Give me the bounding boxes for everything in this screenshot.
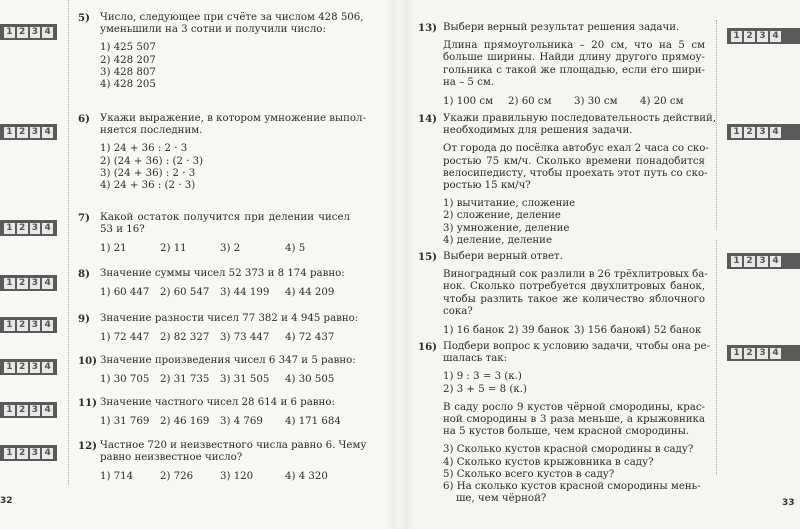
text-line: Значение разности чисел 77 382 и 4 945 равно: xyxy=(100,313,359,324)
answer-box xyxy=(727,124,800,140)
answer-box xyxy=(0,220,57,236)
question-body xyxy=(100,355,356,387)
answer-choice-4[interactable]: 4 xyxy=(42,405,53,416)
answer-choice-4[interactable]: 4 xyxy=(42,127,53,138)
answer-option[interactable]: ше, чем чёрной? xyxy=(443,493,547,505)
question-body xyxy=(100,212,350,256)
answer-choice-1[interactable]: 1 xyxy=(4,127,15,138)
question-number: 13) xyxy=(418,22,437,34)
answer-options xyxy=(100,416,350,429)
question-body xyxy=(443,22,705,109)
question-number: 8) xyxy=(78,268,90,280)
answer-box xyxy=(0,445,57,461)
question-body xyxy=(443,341,710,505)
answer-option[interactable]: 1) 60 447 xyxy=(100,287,150,299)
answer-option[interactable]: 1) вычитание, сложение xyxy=(443,198,576,210)
answer-choice-3[interactable]: 3 xyxy=(30,320,41,331)
answer-choice-3[interactable]: 3 xyxy=(30,362,41,373)
answer-options xyxy=(100,471,350,484)
answer-options xyxy=(443,96,705,109)
answer-option[interactable]: 4) 20 см xyxy=(640,96,684,108)
answer-choice-2[interactable]: 2 xyxy=(17,278,28,289)
answer-choice-4[interactable]: 4 xyxy=(770,127,781,138)
answer-choice-1[interactable]: 1 xyxy=(731,256,742,267)
answer-choice-2[interactable]: 2 xyxy=(17,405,28,416)
question-number: 5) xyxy=(78,12,90,24)
answer-choice-4[interactable]: 4 xyxy=(770,348,781,359)
text-line: велосипедисту, чтобы проехать этот путь со ско- xyxy=(443,167,708,179)
text-line: Значение суммы чисел 52 373 и 8 174 равно: xyxy=(100,268,345,279)
text-line: Виноградный сок разлили в 26 трёхлитровых ба- xyxy=(443,269,708,281)
answer-box xyxy=(727,253,800,269)
answer-option[interactable]: 2) 726 xyxy=(160,471,194,483)
question-text xyxy=(100,12,364,36)
answer-option[interactable]: 4) 30 505 xyxy=(285,374,335,386)
question-text xyxy=(443,40,705,89)
text-line: 53 и 16? xyxy=(100,224,145,236)
answer-choice-3[interactable]: 3 xyxy=(30,448,41,459)
answer-option[interactable]: 4) 428 205 xyxy=(100,79,156,91)
question-number: 6) xyxy=(78,113,90,125)
text-line: равно неизвестное число? xyxy=(100,452,243,464)
text-line: Число, следующее при счёте за числом 428 506, xyxy=(100,12,364,23)
question-text xyxy=(100,355,356,367)
answer-choice-3[interactable]: 3 xyxy=(757,348,768,359)
answer-option[interactable]: 2) (24 + 36) : (2 · 3) xyxy=(100,155,204,167)
answer-choice-2[interactable]: 2 xyxy=(744,348,755,359)
text-line: уменьшили на 3 сотни и получили число: xyxy=(100,24,326,36)
text-line: Выбери верный ответ. xyxy=(443,251,563,262)
answer-choice-2[interactable]: 2 xyxy=(17,27,28,38)
text-line: Укажи правильную последовательность действий, xyxy=(443,113,717,124)
margin-divider xyxy=(68,0,69,485)
question-body xyxy=(443,251,708,338)
text-line: Укажи выражение, в котором умножение выпол- xyxy=(100,113,366,124)
answer-option[interactable]: 4) 52 банок xyxy=(640,325,702,337)
question-body xyxy=(100,268,350,300)
text-line: Какой остаток получится при делении чисел xyxy=(100,212,350,223)
answer-option[interactable]: 1) 24 + 36 : 2 · 3 xyxy=(100,143,188,155)
text-line: на 5 кустов больше, чем красной смородины. xyxy=(443,426,690,438)
answer-box xyxy=(0,317,57,333)
answer-option[interactable]: 1) 21 xyxy=(100,243,127,255)
answer-choice-1[interactable]: 1 xyxy=(731,31,742,42)
question-text xyxy=(100,212,350,236)
answer-choice-2[interactable]: 2 xyxy=(17,448,28,459)
answer-options xyxy=(443,325,705,338)
answer-choice-1[interactable]: 1 xyxy=(4,320,15,331)
question-text xyxy=(100,397,350,409)
answer-choice-1[interactable]: 1 xyxy=(4,278,15,289)
answer-option[interactable]: 1) 30 705 xyxy=(100,374,150,386)
question-body xyxy=(100,12,364,91)
answer-option[interactable]: 4) 72 437 xyxy=(285,332,335,344)
text-line: От города до посёлка автобус ехал 2 часа со ско- xyxy=(443,143,709,155)
text-line: Частное 720 и неизвестного числа равно 6. Чему xyxy=(100,440,367,451)
question-number: 7) xyxy=(78,212,90,224)
answer-option[interactable]: 1) 72 447 xyxy=(100,332,150,344)
question-text xyxy=(100,268,350,280)
answer-choice-4[interactable]: 4 xyxy=(770,31,781,42)
answer-option[interactable]: 3) Сколько кустов красной смородины в саду? xyxy=(443,444,694,456)
answer-option[interactable]: 3) 30 см xyxy=(574,96,618,108)
answer-choice-4[interactable]: 4 xyxy=(42,320,53,331)
answer-choice-3[interactable]: 3 xyxy=(757,31,768,42)
question-number: 16) xyxy=(418,341,437,353)
text-line: В саду росло 9 кустов чёрной смородины, крас- xyxy=(443,401,705,413)
answer-option[interactable]: 4) 4 320 xyxy=(285,471,328,483)
question-text xyxy=(443,113,717,137)
answer-choice-1[interactable]: 1 xyxy=(731,127,742,138)
answer-choice-4[interactable]: 4 xyxy=(42,278,53,289)
answer-choice-4[interactable]: 4 xyxy=(42,27,53,38)
answer-box xyxy=(0,402,57,418)
answer-options xyxy=(100,143,350,192)
answer-option[interactable]: 6) На сколько кустов красной смородины мень- xyxy=(443,481,701,493)
text-line: больше ширины. Найди длину другого прямоу- xyxy=(443,52,705,64)
answer-option[interactable]: 3) умножение, деление xyxy=(443,222,570,234)
answer-option[interactable]: 5) Сколько всего кустов в саду? xyxy=(443,468,615,480)
question-number: 15) xyxy=(418,251,437,263)
question-text xyxy=(443,22,705,34)
text-line: ростью 15 км/ч? xyxy=(443,180,531,192)
answer-option[interactable]: 1) 714 xyxy=(100,471,134,483)
question-number: 9) xyxy=(78,313,90,325)
answer-choice-1[interactable]: 1 xyxy=(4,405,15,416)
text-line: необходимых для решения задачи. xyxy=(443,125,633,137)
answer-choice-3[interactable]: 3 xyxy=(30,27,41,38)
answer-option[interactable]: 3) 2 xyxy=(220,243,241,255)
answer-option[interactable]: 3) 73 447 xyxy=(220,332,270,344)
text-line: Выбери верный результат решения задачи. xyxy=(443,22,680,33)
question-body xyxy=(100,313,359,345)
answer-option[interactable]: 4) 5 xyxy=(285,243,306,255)
answer-choice-2[interactable]: 2 xyxy=(744,31,755,42)
question-text xyxy=(443,341,710,365)
answer-option[interactable]: 3) (24 + 36) : 2 · 3 xyxy=(100,167,196,179)
answer-choice-1[interactable]: 1 xyxy=(4,27,15,38)
answer-choice-4[interactable]: 4 xyxy=(42,362,53,373)
margin-divider xyxy=(716,20,717,230)
text-line: нок. Сколько потребуется двухлитровых банок, xyxy=(443,281,705,293)
text-line: на – 5 см. xyxy=(443,76,495,88)
text-line: няется последним. xyxy=(100,125,203,137)
question-number: 11) xyxy=(78,397,97,409)
text-line: гольника с такой же площадью, если его шири- xyxy=(443,64,705,76)
answer-option[interactable]: 1) 425 507 xyxy=(100,42,156,54)
answer-options xyxy=(100,374,350,387)
text-line: сока? xyxy=(443,305,473,317)
answer-options xyxy=(443,444,705,505)
answer-option[interactable]: 3) 120 xyxy=(220,471,254,483)
page-number: 32 xyxy=(0,496,13,506)
text-line: ной смородины в 3 раза меньше, а крыжовника xyxy=(443,414,705,426)
answer-choice-3[interactable]: 3 xyxy=(757,256,768,267)
right-page xyxy=(400,0,800,529)
answer-option[interactable]: 1) 100 см xyxy=(443,96,494,108)
answer-choice-3[interactable]: 3 xyxy=(30,405,41,416)
solution-step: 1) 9 : 3 = 3 (к.) xyxy=(443,371,522,383)
answer-box xyxy=(0,24,57,40)
question-text xyxy=(100,113,366,137)
answer-option[interactable]: 3) 428 807 xyxy=(100,66,156,78)
answer-choice-1[interactable]: 1 xyxy=(731,348,742,359)
answer-choice-2[interactable]: 2 xyxy=(17,127,28,138)
text-line: Значение частного чисел 28 614 и 6 равно: xyxy=(100,397,335,408)
answer-option[interactable]: 1) 31 769 xyxy=(100,416,150,428)
answer-choice-2[interactable]: 2 xyxy=(744,127,755,138)
answer-option[interactable]: 2) 60 547 xyxy=(160,287,210,299)
answer-option[interactable]: 4) 44 209 xyxy=(285,287,335,299)
solution-steps xyxy=(443,371,705,395)
question-number: 14) xyxy=(418,113,437,125)
answer-box xyxy=(727,345,800,361)
answer-box xyxy=(0,275,57,291)
answer-option[interactable]: 4) 171 684 xyxy=(285,416,341,428)
answer-choice-3[interactable]: 3 xyxy=(30,278,41,289)
text-line: ростью 75 км/ч. Сколько времени понадобится xyxy=(443,155,705,167)
question-body xyxy=(100,440,367,484)
question-text xyxy=(100,313,359,325)
answer-option[interactable]: 2) 46 169 xyxy=(160,416,210,428)
answer-options xyxy=(443,198,705,247)
answer-option[interactable]: 2) 82 327 xyxy=(160,332,210,344)
answer-option[interactable]: 2) 39 банок xyxy=(508,325,570,337)
text-line: шалась так: xyxy=(443,353,508,365)
answer-choice-2[interactable]: 2 xyxy=(17,223,28,234)
answer-option[interactable]: 1) 16 банок xyxy=(443,325,505,337)
answer-option[interactable]: 4) деление, деление xyxy=(443,234,552,246)
question-text xyxy=(443,269,708,318)
text-line: Длина прямоугольника – 20 см, что на 5 см xyxy=(443,40,705,52)
question-text xyxy=(100,440,367,464)
question-body xyxy=(100,113,366,192)
question-body xyxy=(443,113,717,247)
book-gutter xyxy=(386,0,400,529)
text-line: Значение произведения чисел 6 347 и 5 равно: xyxy=(100,355,356,366)
answer-option[interactable]: 3) 31 505 xyxy=(220,374,270,386)
answer-choice-2[interactable]: 2 xyxy=(17,362,28,373)
answer-option[interactable]: 4) 24 + 36 : (2 · 3) xyxy=(100,180,196,192)
text-line: чтобы разлить такое же количество яблочного xyxy=(443,293,705,305)
book-gutter xyxy=(400,0,414,529)
answer-option[interactable]: 2) 31 735 xyxy=(160,374,210,386)
answer-box xyxy=(0,124,57,140)
page-number: 33 xyxy=(782,498,795,508)
answer-option[interactable]: 4) Сколько кустов крыжовника в саду? xyxy=(443,456,654,468)
question-text xyxy=(443,143,709,192)
answer-box xyxy=(0,359,57,375)
answer-options xyxy=(100,243,350,256)
answer-option[interactable]: 3) 156 банок xyxy=(574,325,642,337)
answer-options xyxy=(100,332,350,345)
answer-option[interactable]: 2) сложение, деление xyxy=(443,210,561,222)
answer-option[interactable]: 2) 11 xyxy=(160,243,187,255)
answer-choice-3[interactable]: 3 xyxy=(757,127,768,138)
solution-step: 2) 3 + 5 = 8 (к.) xyxy=(443,383,527,395)
question-body xyxy=(100,397,350,429)
answer-choice-2[interactable]: 2 xyxy=(17,320,28,331)
answer-box xyxy=(727,28,800,44)
answer-option[interactable]: 3) 4 769 xyxy=(220,416,263,428)
answer-choice-4[interactable]: 4 xyxy=(42,223,53,234)
answer-choice-4[interactable]: 4 xyxy=(770,256,781,267)
answer-options xyxy=(100,42,350,91)
question-number: 12) xyxy=(78,440,97,452)
answer-choice-1[interactable]: 1 xyxy=(4,448,15,459)
answer-choice-3[interactable]: 3 xyxy=(30,127,41,138)
answer-choice-4[interactable]: 4 xyxy=(42,448,53,459)
question-text xyxy=(443,251,705,263)
answer-option[interactable]: 3) 44 199 xyxy=(220,287,270,299)
answer-choice-1[interactable]: 1 xyxy=(4,362,15,373)
answer-choice-1[interactable]: 1 xyxy=(4,223,15,234)
text-line: Подбери вопрос к условию задачи, чтобы она ре- xyxy=(443,341,710,352)
answer-choice-3[interactable]: 3 xyxy=(30,223,41,234)
question-text xyxy=(443,402,705,439)
question-number: 10) xyxy=(78,355,97,367)
answer-option[interactable]: 2) 428 207 xyxy=(100,54,156,66)
answer-options xyxy=(100,287,350,300)
answer-option[interactable]: 2) 60 см xyxy=(508,96,552,108)
answer-choice-2[interactable]: 2 xyxy=(744,256,755,267)
margin-divider xyxy=(716,240,717,475)
